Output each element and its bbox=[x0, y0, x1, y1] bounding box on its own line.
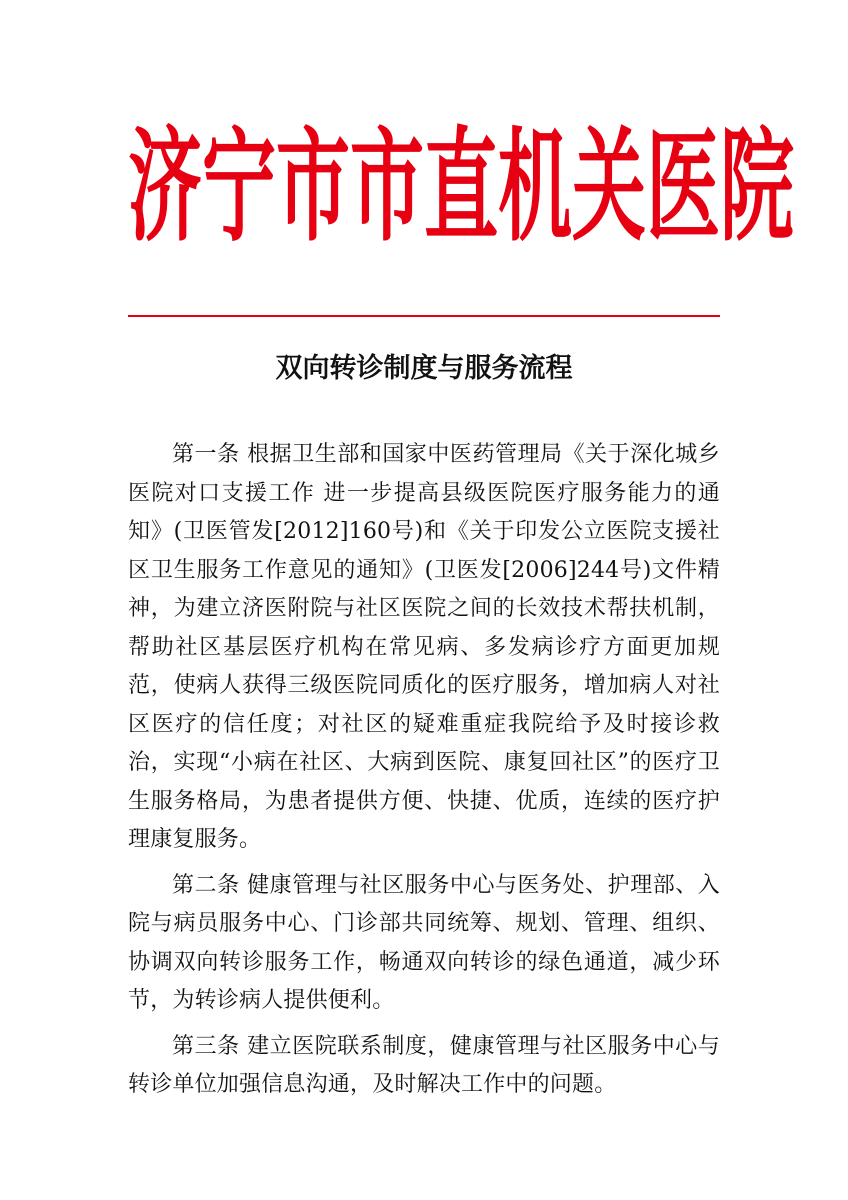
article-paragraph: 第三条 建立医院联系制度，健康管理与社区服务中心与转诊单位加强信息沟通，及时解决工作中的问题。 bbox=[128, 1033, 720, 1097]
letterhead-char: 机 bbox=[498, 117, 572, 259]
letterhead-char: 医 bbox=[646, 117, 720, 259]
article-paragraph: 第一条 根据卫生部和国家中医药管理局《关于深化城乡医院对口支援工作 进一步提高县级医院医疗服务能力的通知》(卫医管发[2012]160号)和《关于印发公立医院支援社区卫生服务工作意见的通知》(卫医发[2006]244号)文件精神，为建立济医附院与社区医院之间的长效技术帮扶机制，帮助社区基层医疗机构在常见病、多发病诊疗方面更加规范，使病人获得三级医院同质化的医疗服务，增加病人对社区医疗的信任度；对社区的疑难重症我院给予及时接诊救治，实现“小病在社区、大病到医院、康复回社区”的医疗卫生服务格局，为患者提供方便、快捷、优质，连续的医疗护理康复服务。 bbox=[128, 442, 720, 852]
letterhead-char: 宁 bbox=[202, 117, 276, 259]
letterhead-char: 关 bbox=[572, 117, 646, 259]
document-title: 双向转诊制度与服务流程 bbox=[275, 353, 573, 384]
letterhead-org-name bbox=[128, 117, 794, 259]
document-body bbox=[128, 436, 720, 1112]
letterhead-char: 院 bbox=[720, 117, 794, 259]
letterhead-char: 济 bbox=[128, 117, 202, 259]
letterhead-char: 直 bbox=[424, 117, 498, 259]
article-paragraph: 第二条 健康管理与社区服务中心与医务处、护理部、入院与病员服务中心、门诊部共同统筹、规划、管理、组织、协调双向转诊服务工作，畅通双向转诊的绿色通道，减少环节，为转诊病人提供便利。 bbox=[128, 872, 720, 1013]
letterhead-char: 市 bbox=[350, 117, 424, 259]
letterhead-char: 市 bbox=[276, 117, 350, 259]
letterhead-divider bbox=[128, 315, 720, 317]
